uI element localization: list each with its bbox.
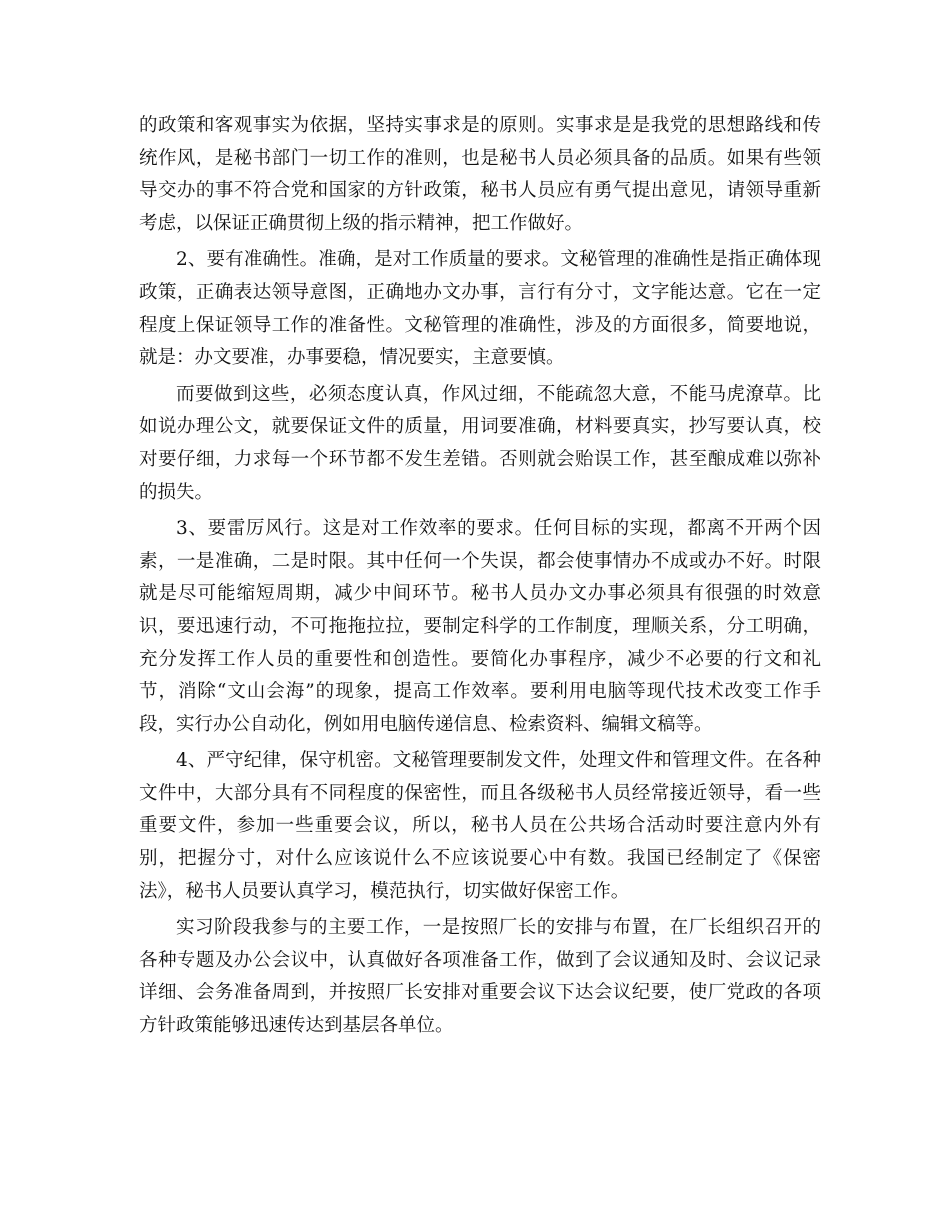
paragraph-diligence: 而要做到这些，必须态度认真，作风过细，不能疏忽大意，不能马虎潦草。比如说办理公文，就要保证文件的质量，用词要准确，材料要真实，抄写要认真，校对要仔细，力求每一个环节都不发生差错。否则就会贻误工作，甚至酿成难以弥补的损失。: [139, 383, 821, 503]
paragraph-continuation: 的政策和客观事实为依据，坚持实事求是的原则。实事求是是我党的思想路线和传统作风，是秘书部门一切工作的准则，也是秘书人员必须具备的品质。如果有些领导交办的事不符合党和国家的方针政策，秘书人员应有勇气提出意见，请领导重新考虑，以保证正确贯彻上级的指示精神，把工作做好。: [139, 115, 821, 234]
paragraph-efficiency: 3、要雷厉风行。这是对工作效率的要求。任何目标的实现，都离不开两个因素，一是准确，二是时限。其中任何一个失误，都会使事情办不成或办不好。时限就是尽可能缩短周期，减少中间环节。秘书人员办文办事必须具有很强的时效意识，要迅速行动，不可拖拖拉拉，要制定科学的工作制度，理顺关系，分工明确，充分发挥工作人员的重要性和创造性。要简化办事程序，减少不必要的行文和礼节，消除“文山会海”的现象，提高工作效率。要利用电脑等现代技术改变工作手段，实行办公自动化，例如用电脑传递信息、检索资料、编辑文稿等。: [139, 518, 821, 735]
paragraph-internship-work: 实习阶段我参与的主要工作，一是按照厂长的安排与布置，在厂长组织召开的各种专题及办公会议中，认真做好各项准备工作，做到了会议通知及时、会议记录详细、会务准备周到，并按照厂长安排对重要会议下达会议纪要，使厂党政的各项方针政策能够迅速传达到基层各单位。: [139, 917, 821, 1037]
document-page: [139, 110, 821, 1047]
paragraph-accuracy: 2、要有准确性。准确，是对工作质量的要求。文秘管理的准确性是指正确体现政策，正确表达领导意图，正确地办文办事，言行有分寸，文字能达意。它在一定程度上保证领导工作的准备性。文秘管理的准确性，涉及的方面很多，简要地说，就是：办文要准，办事要稳，情况要实，主意要慎。: [139, 249, 821, 369]
paragraph-confidentiality: 4、严守纪律，保守机密。文秘管理要制发文件，处理文件和管理文件。在各种文件中，大部分具有不同程度的保密性，而且各级秘书人员经常接近领导，看一些重要文件，参加一些重要会议，所以，秘书人员在公共场合活动时要注意内外有别，把握分寸，对什么应该说什么不应该说要心中有数。我国已经制定了《保密法》，秘书人员要认真学习，模范执行，切实做好保密工作。: [139, 750, 821, 902]
